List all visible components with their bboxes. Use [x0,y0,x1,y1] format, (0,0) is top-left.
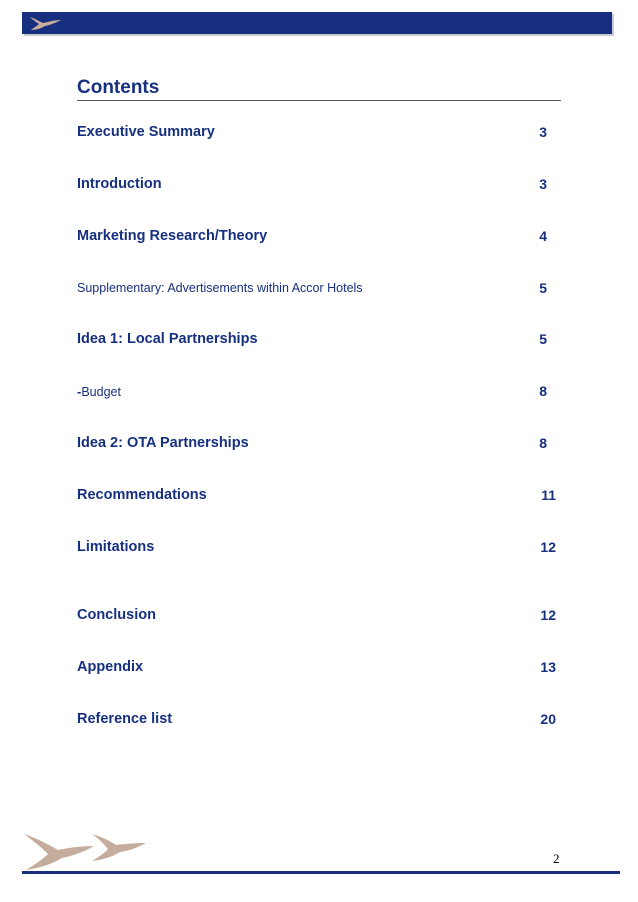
toc-entry-page: 12 [540,539,556,555]
toc-entry-page: 4 [539,228,547,244]
toc-entry-page: 5 [539,331,547,347]
toc-entry-label: Reference list [77,711,173,727]
toc-entry-page: 11 [541,487,556,503]
toc-entry-label: Idea 1: Local Partnerships [77,331,258,347]
toc-entry-page: 8 [539,383,547,399]
toc-entry-page: 3 [539,124,547,140]
title-divider [77,100,561,101]
footer-rule [22,871,620,874]
page-title: Contents [77,77,160,98]
page-number: 2 [553,851,560,866]
toc-entry-label: Supplementary: Advertisements within Accor Hotels [77,281,363,295]
toc-entry-page: 20 [540,711,556,727]
bird-pair-logo-icon [22,830,148,872]
toc-entry-label: Recommendations [77,487,207,503]
toc-entry-page: 3 [539,176,547,192]
toc-entry-page: 8 [539,435,547,451]
toc-entry-label: Executive Summary [77,124,215,140]
toc-entry-page: 5 [539,280,547,296]
toc-entry-label: Budget [81,385,121,399]
toc-entry-label: Marketing Research/Theory [77,228,268,244]
toc-entry-label: Appendix [77,659,144,675]
bird-logo-icon [28,14,62,32]
toc-entry-prefix: - [77,384,82,399]
toc-entry-label: Conclusion [77,607,156,623]
toc-entry-label: Limitations [77,539,155,555]
toc-entry-label: Idea 2: OTA Partnerships [77,435,249,451]
toc-entry-label: Introduction [77,176,162,192]
toc-entry-page: 13 [540,659,556,675]
header-bar [22,12,612,34]
toc-entry-page: 12 [540,607,556,623]
